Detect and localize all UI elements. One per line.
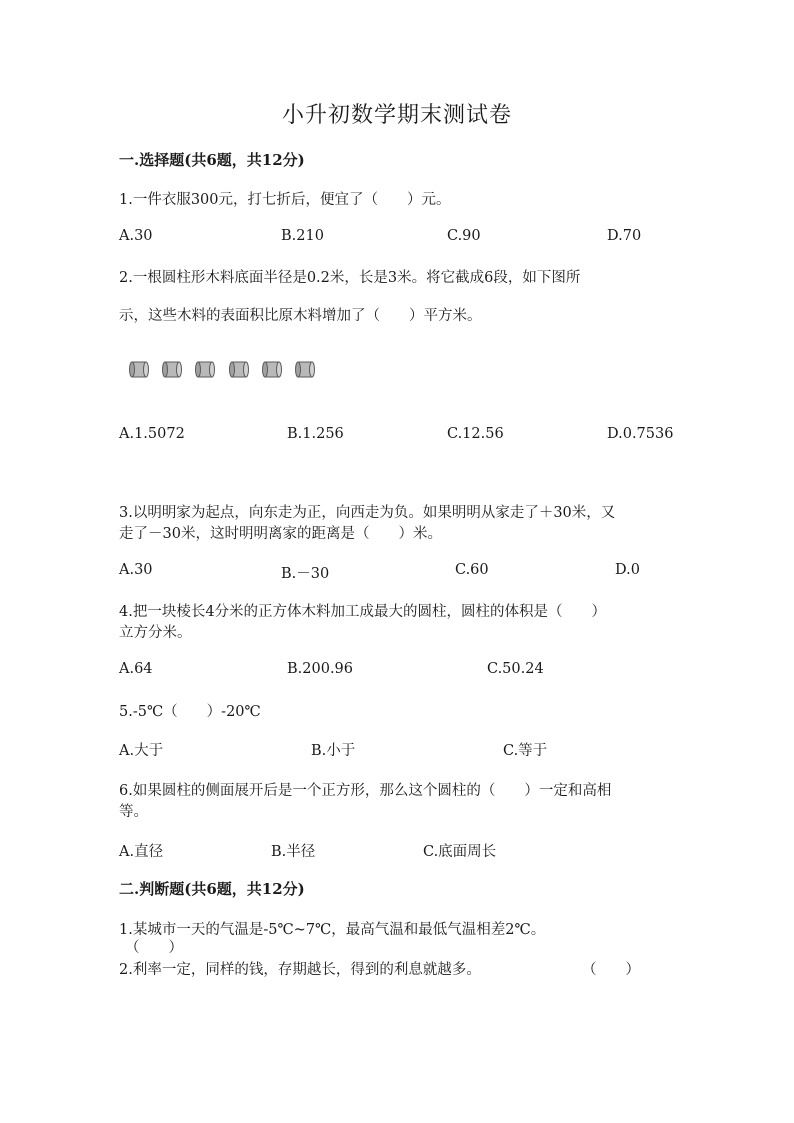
question-1-option-d: D.70: [607, 228, 642, 244]
cylinder-segment-3: [195, 361, 215, 378]
question-3-option-a: A.30: [119, 562, 153, 578]
question-6-option-a: A.直径: [119, 844, 164, 860]
judgement-1-answer-blank: （ ）: [125, 940, 183, 956]
question-6-text-line-2: 等。: [119, 804, 148, 820]
cylinder-segment-4: [229, 361, 249, 378]
cylinder-segment-6: [295, 361, 315, 378]
question-5-option-a: A.大于: [119, 743, 164, 759]
question-4-option-b: B.200.96: [287, 661, 354, 677]
question-6-text-line-1: 6.如果圆柱的侧面展开后是一个正方形，那么这个圆柱的（ ）一定和高相: [119, 783, 612, 799]
judgement-1-text: 1.某城市一天的气温是-5℃~7℃，最高气温和最低气温相差2℃。: [119, 922, 546, 938]
question-1-text: 1.一件衣服300元，打七折后，便宜了（ ）元。: [119, 192, 451, 208]
cylinder-segment-2: [162, 361, 182, 378]
question-2-text-line-1: 2.一根圆柱形木料底面半径是0.2米，长是3米。将它截成6段，如下图所: [119, 270, 581, 286]
question-1-option-b: B.210: [281, 228, 324, 244]
cylinder-segment-5: [262, 361, 282, 378]
question-6-option-b: B.半径: [271, 844, 316, 860]
question-4-option-c: C.50.24: [487, 661, 544, 677]
question-2-option-d: D.0.7536: [607, 426, 674, 442]
question-2-option-c: C.12.56: [447, 426, 504, 442]
page-title: 小升初数学期末测试卷: [281, 103, 512, 128]
question-3-option-d: D.0: [615, 562, 640, 578]
question-3-text-line-1: 3.以明明家为起点，向东走为正，向西走为负。如果明明从家走了＋30米，又: [119, 505, 616, 521]
question-1-option-a: A.30: [119, 228, 153, 244]
question-4-text-line-2: 立方分米。: [119, 625, 192, 641]
question-4-text-line-1: 4.把一块棱长4分米的正方体木料加工成最大的圆柱，圆柱的体积是（ ）: [119, 604, 607, 620]
section-heading-judgement: 二.判断题(共6题，共12分): [119, 880, 305, 898]
judgement-2-answer-blank: （ ）: [582, 962, 640, 978]
question-2-option-a: A.1.5072: [119, 426, 185, 442]
question-5-option-b: B.小于: [311, 743, 356, 759]
question-3-text-line-2: 走了－30米，这时明明离家的距离是（ ）米。: [119, 526, 442, 542]
question-2-option-b: B.1.256: [287, 426, 344, 442]
judgement-2-text: 2.利率一定，同样的钱，存期越长，得到的利息就越多。: [119, 962, 481, 978]
question-5-text: 5.-5℃（ ）-20℃: [119, 704, 261, 720]
question-6-option-c: C.底面周长: [423, 844, 497, 860]
section-heading-choice: 一.选择题(共6题，共12分): [119, 151, 305, 169]
question-2-text-line-2: 示，这些木料的表面积比原木料增加了（ ）平方米。: [119, 308, 482, 324]
question-5-option-c: C.等于: [503, 743, 548, 759]
question-1-option-c: C.90: [447, 228, 481, 244]
question-3-option-b: B.－30: [281, 566, 330, 582]
question-4-option-a: A.64: [119, 661, 153, 677]
cylinder-segment-1: [129, 361, 149, 378]
question-3-option-c: C.60: [455, 562, 489, 578]
